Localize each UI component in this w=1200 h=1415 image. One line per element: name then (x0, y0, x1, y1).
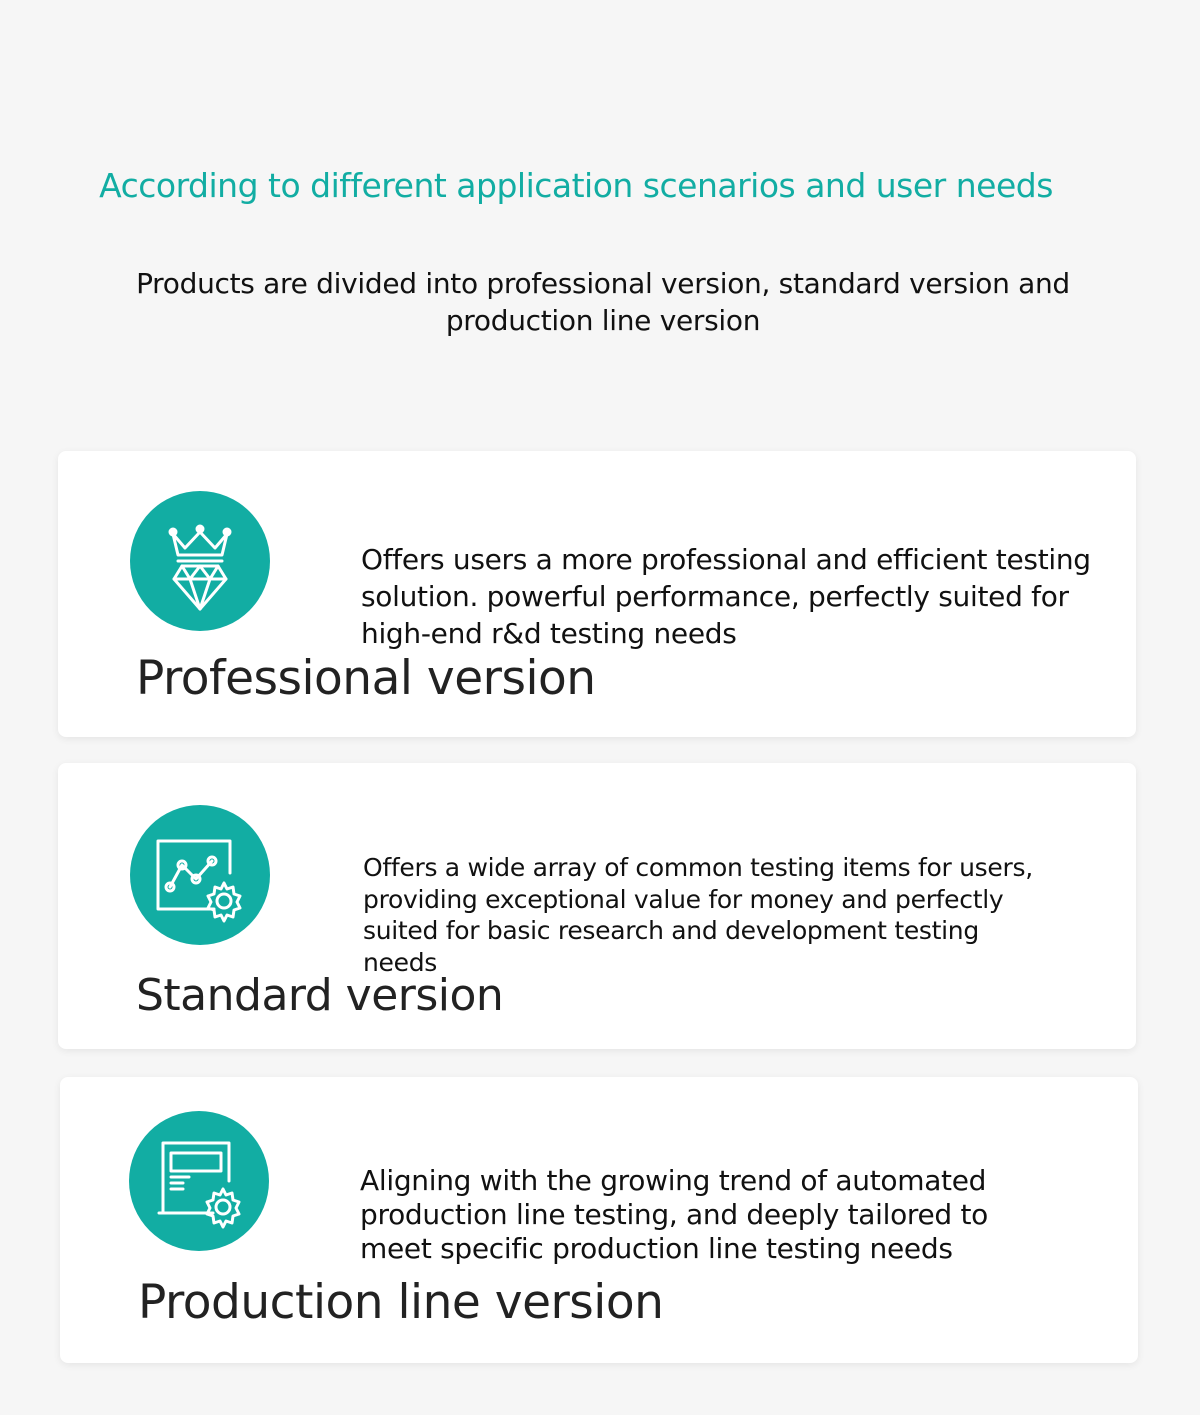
standard-version-description: Offers a wide array of common testing items for users, providing exceptional value for money and perfectly suited for basic research and development testing needs (363, 853, 1033, 977)
page-headline: According to different application scenarios and user needs (99, 166, 1053, 205)
professional-version-card (58, 451, 1136, 737)
production-line-version-card (60, 1077, 1138, 1363)
chart-gear-icon (130, 805, 270, 945)
production-line-version-description: Aligning with the growing trend of automated production line testing, and deeply tailored to meet specific production line testing needs (360, 1164, 989, 1265)
professional-version-title: Professional version (136, 651, 596, 706)
page-subheadline: Products are divided into professional version, standard version and production line version (136, 267, 1070, 337)
standard-version-title: Standard version (136, 970, 504, 1021)
crown-diamond-icon (130, 491, 270, 631)
panel-gear-icon (129, 1111, 269, 1251)
standard-version-card (58, 763, 1136, 1049)
professional-version-description: Offers users a more professional and efficient testing solution. powerful performance, perfectly suited for high-end r&d testing needs (361, 543, 1091, 650)
production-line-version-title: Production line version (138, 1275, 664, 1330)
